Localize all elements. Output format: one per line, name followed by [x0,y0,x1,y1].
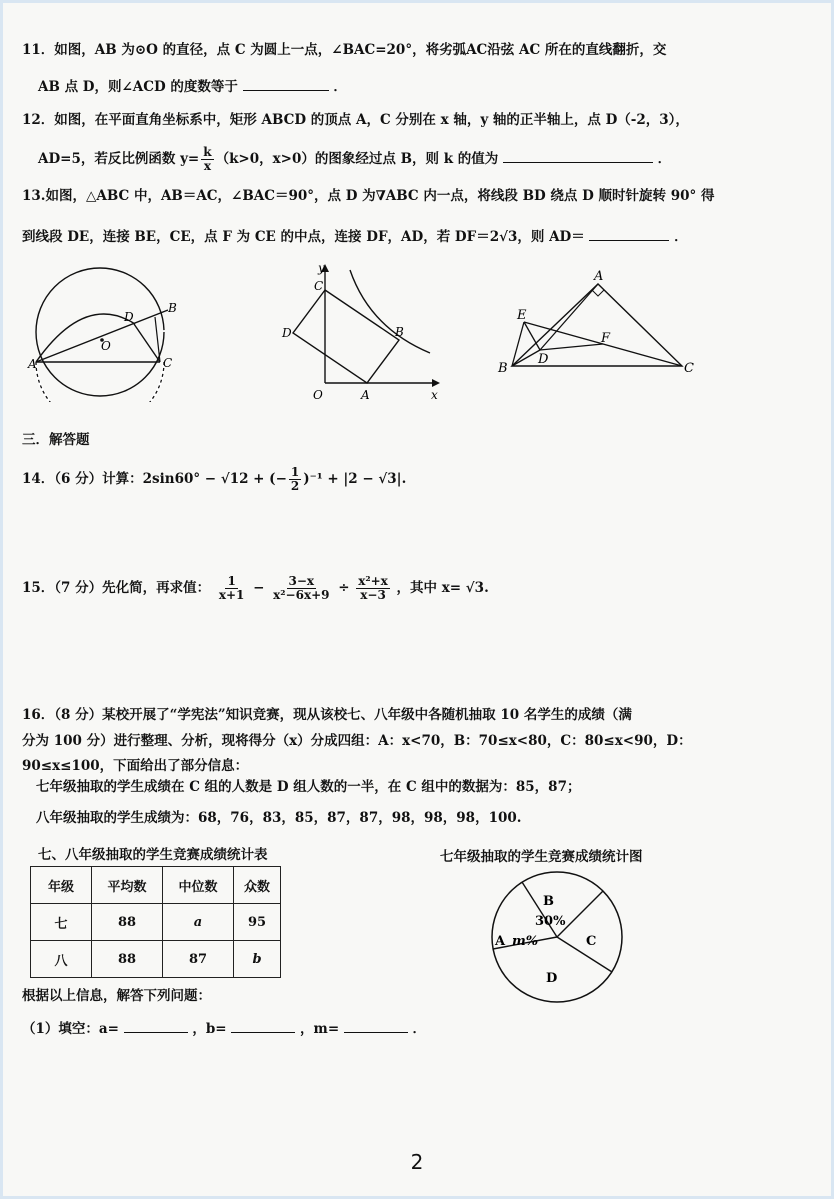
folded-arc [36,314,135,362]
table-caption: 七、八年级抽取的学生竞赛成绩统计表 [38,847,268,863]
label-y: y [318,261,325,275]
answer-blank-a[interactable] [124,1018,188,1033]
q15-line: 15．（7 分）先化简，再求值： $\frac{1}{x+1}$ − $\frac{3-x}{\text{x²−6x+9}}$ ÷ $\frac{\text{x²+x}}{x-3}$ ，其中 x= √3. [22,574,489,602]
table-cell: 八 [31,941,92,978]
pie-label-c: C [586,934,597,949]
label-c: C [684,361,694,376]
q14-line: 14．（6 分）计算：2sin60° − √12 + (− $\frac{1}{2}$ )⁻¹ + |2 − √3|. [22,465,407,493]
rectangle-abcd [293,290,399,383]
q16-line2: 分为 100 分）进行整理、分析，现将得分（x）分成四组：A：x<70，B：70≤x<80，C：80≤x<90，D： [22,733,692,749]
table-row [31,941,281,978]
q12-line1: 12．如图，在平面直角坐标系中，矩形 ABCD 的顶点 A，C 分别在 x 轴，y 轴的正半轴上，点 D（-2，3）， [22,112,689,128]
q16-line4: 七年级抽取的学生成绩在 C 组的人数是 D 组人数的一半，在 C 组中的数据为：85，87； [36,779,581,795]
q11-answer-blank[interactable] [243,76,329,91]
segment-df [540,344,603,350]
q16-line3: 90≤x≤100，下面给出了部分信息： [22,758,249,774]
pie-pct-a: m% [512,934,539,949]
label-o: O [101,339,111,353]
label-a: A [28,357,37,371]
label-a: A [594,269,604,284]
q13-line2: 到线段 DE，连接 BE，CE，点 F 为 CE 的中点，连接 DF，AD，若 DF＝2√3，则 AD＝ ． [22,226,688,247]
pie-pct-b: 30% [535,914,566,929]
q11-line1: 11．如图，AB 为⊙O 的直径，点 C 为圆上一点，∠BAC=20°，将劣弧AC沿弦 AC 所在的直线翻折，交 [22,42,667,58]
q16-line5: 八年级抽取的学生成绩为：68，76，83，85，87，87，98，98，98，100. [36,810,522,826]
label-d: D [282,326,292,340]
label-a: A [361,388,370,402]
label-c: C [163,356,173,370]
page-number: 2 [410,1150,424,1174]
pie-label-b: B [543,894,554,909]
stats-table [30,866,281,978]
table-cell: a [163,904,234,941]
pie-divider [557,937,612,972]
section-title: 三．解答题 [22,432,90,448]
q12-line2: AD=5，若反比例函数 y= $\frac{k}{x}$ （k>0，x>0）的图象经过点 B，则 k 的值为 ． [38,145,672,173]
answer-blank-b[interactable] [231,1018,295,1033]
label-d: D [124,310,134,324]
q13-line1: 13.如图，△ABC 中，AB＝AC，∠BAC＝90°，点 D 为∇ABC 内一点，将线段 BD 绕点 D 顺时针旋转 90° 得 [22,188,715,204]
table-cell: b [234,941,281,978]
label-f: F [601,331,611,346]
header-cell: 年级 [31,867,92,904]
circle-o [36,268,164,396]
table-cell: 七 [31,904,92,941]
header-cell: 中位数 [163,867,234,904]
table-cell: 87 [163,941,234,978]
label-b: B [498,361,508,376]
figure-q12 [275,258,450,408]
label-b: B [395,325,404,339]
label-b: B [168,301,177,315]
q13-answer-blank[interactable] [589,226,669,241]
q16-line6: 根据以上信息，解答下列问题： [22,988,211,1004]
hyperbola [350,270,430,353]
table-cell: 95 [234,904,281,941]
pie-label-d: D [546,971,558,986]
answer-blank-m[interactable] [344,1018,408,1033]
segment-ab [36,310,168,362]
label-c: C [314,279,324,293]
figure-q11 [25,262,185,402]
q16-line1: 16．（8 分）某校开展了“学宪法”知识竞赛，现从该校七、八年级中各随机抽取 10 名学生的成绩（满 [22,707,632,723]
table-header-row [31,867,281,904]
label-d: D [538,352,549,367]
q12-answer-blank[interactable] [503,148,653,163]
header-cell: 众数 [234,867,281,904]
table-row [31,904,281,941]
pie-label-a: A [495,934,506,949]
table-cell: 88 [92,941,163,978]
chart-caption: 七年级抽取的学生竞赛成绩统计图 [440,849,643,865]
figure-q13 [490,262,705,382]
label-x: x [431,388,438,402]
q12-fraction: $\frac{k}{x}$ [203,145,212,173]
q16-fill-line: （1）填空：a= ，b= ，m= ． [22,1018,426,1039]
table-cell: 88 [92,904,163,941]
q11-line2: AB 点 D，则∠ACD 的度数等于 ． [38,76,347,97]
label-e: E [517,308,527,323]
header-cell: 平均数 [92,867,163,904]
pie-chart [485,865,630,1010]
label-o: O [313,388,323,402]
